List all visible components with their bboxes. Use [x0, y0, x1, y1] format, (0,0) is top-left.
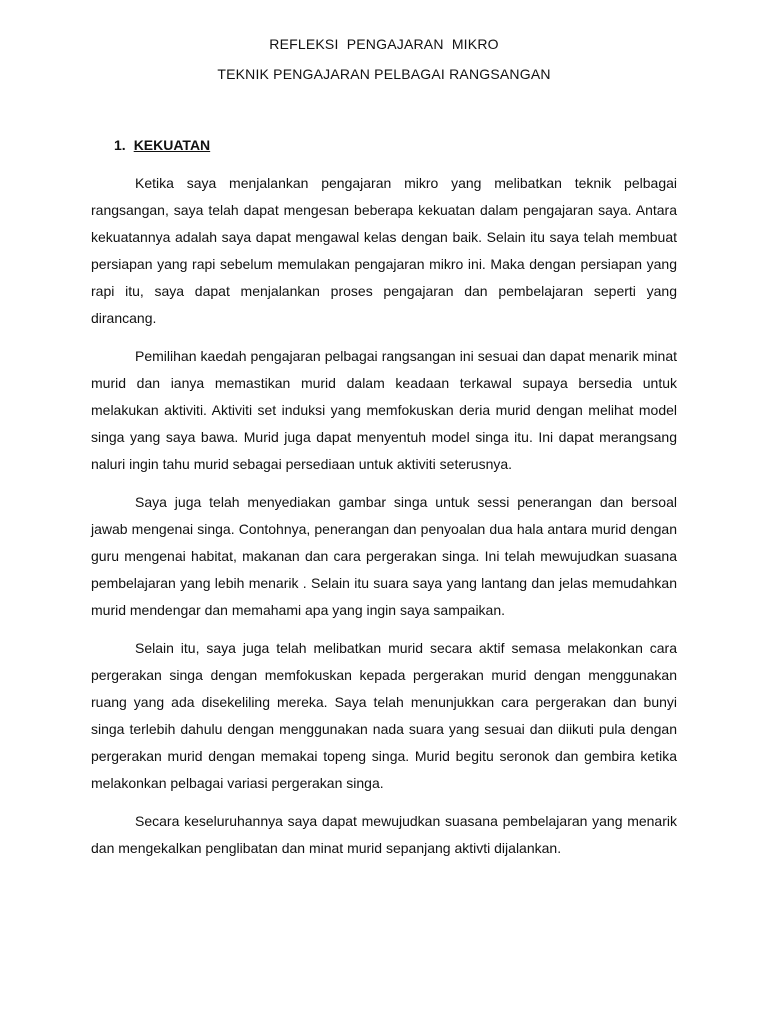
paragraph: Secara keseluruhannya saya dapat mewujudkan suasana pembelajaran yang menarik dan mengekalkan penglibatan dan minat murid sepanjang aktivti dijalankan.: [91, 813, 677, 856]
document-subtitle: TEKNIK PENGAJARAN PELBAGAI RANGSANGAN: [217, 66, 551, 82]
document-title: REFLEKSI PENGAJARAN MIKRO: [269, 36, 499, 52]
section-heading-text: KEKUATAN: [133, 137, 211, 153]
paragraph: Pemilihan kaedah pengajaran pelbagai rangsangan ini sesuai dan dapat menarik minat murid dan ianya memastikan murid dalam keadaan terkawal supaya bersedia untuk melakukan aktiviti. Aktiviti set induksi yang memfokuskan deria murid dengan melihat model singa yang saya bawa. Murid juga dapat menyentuh model singa itu. Ini dapat merangsang naluri ingin tahu murid sebagai persediaan untuk aktiviti seterusnya.: [91, 348, 677, 472]
section-heading: [114, 137, 210, 153]
paragraph: Selain itu, saya juga telah melibatkan murid secara aktif semasa melakonkan cara pergerakan singa dengan memfokuskan kepada pergerakan murid dengan menggunakan ruang yang ada disekeliling mereka. Saya telah menunjukkan cara pergerakan dan bunyi singa terlebih dahulu dengan menggunakan nada suara yang sesuai dan diikuti pula dengan pergerakan murid dengan memakai topeng singa. Murid begitu seronok dan gembira ketika melakonkan pelbagai variasi pergerakan singa.: [91, 640, 677, 791]
section-number: 1.: [114, 137, 126, 153]
paragraph: Saya juga telah menyediakan gambar singa untuk sessi penerangan dan bersoal jawab mengenai singa. Contohnya, penerangan dan penyoalan dua hala antara murid dengan guru mengenai habitat, makanan dan cara pergerakan singa. Ini telah mewujudkan suasana pembelajaran yang lebih menarik . Selain itu suara saya yang lantang dan jelas memudahkan murid mendengar dan memahami apa yang ingin saya sampaikan.: [91, 494, 677, 618]
paragraph: Ketika saya menjalankan pengajaran mikro yang melibatkan teknik pelbagai rangsangan, saya telah dapat mengesan beberapa kekuatan dalam pengajaran saya. Antara kekuatannya adalah saya dapat mengawal kelas dengan baik. Selain itu saya telah membuat persiapan yang rapi sebelum memulakan pengajaran mikro ini. Maka dengan persiapan yang rapi itu, saya dapat menjalankan proses pengajaran dan pembelajaran seperti yang dirancang.: [91, 175, 677, 326]
document-body: [91, 170, 677, 862]
